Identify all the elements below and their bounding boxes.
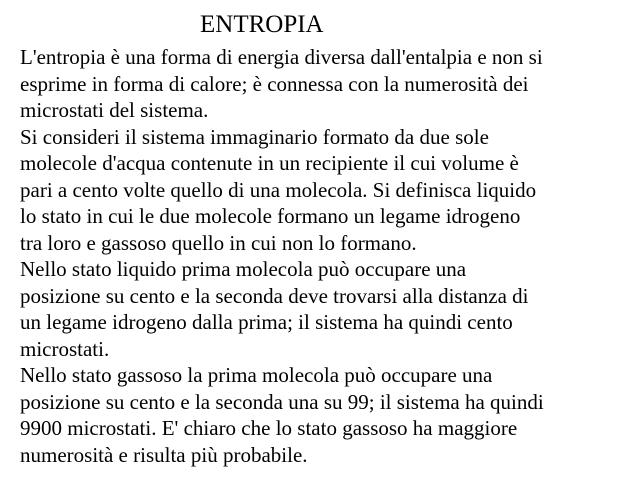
paragraph-system: [20, 124, 625, 257]
text-line: posizione su cento e la seconda deve trovarsi alla distanza di: [20, 283, 529, 308]
paragraph-definition: [20, 44, 625, 124]
slide-body: [20, 44, 625, 468]
paragraph-liquid-state: [20, 256, 625, 362]
text-line: Nello stato liquido prima molecola può occupare una: [20, 257, 467, 281]
paragraph-gas-state: [20, 362, 625, 468]
text-line: posizione su cento e la seconda una su 99; il sistema ha quindi: [20, 389, 544, 414]
text-line: pari a cento volte quello di una molecola. Si definisca liquido: [20, 177, 537, 202]
text-line: tra loro e gassoso quello in cui non lo formano.: [20, 230, 417, 255]
text-line: esprime in forma di calore; è connessa con la numerosità dei: [20, 71, 529, 96]
text-line: L'entropia è una forma di energia diversa dall'entalpia e non si: [20, 45, 543, 69]
text-line: 9900 microstati. E' chiaro che lo stato gassoso ha maggiore: [20, 416, 518, 440]
text-line: Nello stato gassoso la prima molecola può occupare una: [20, 363, 493, 387]
text-line: microstati.: [20, 336, 110, 361]
slide-title: ENTROPIA: [200, 11, 324, 38]
text-line: microstati del sistema.: [20, 98, 209, 122]
text-line: molecole d'acqua contenute in un recipiente il cui volume è: [20, 151, 519, 175]
text-line: lo stato in cui le due molecole formano un legame idrogeno: [20, 204, 521, 228]
text-line: numerosità e risulta più probabile.: [20, 442, 308, 467]
text-line: un legame idrogeno dalla prima; il sistema ha quindi cento: [20, 310, 513, 334]
text-line: Si consideri il sistema immaginario formato da due sole: [20, 124, 489, 149]
